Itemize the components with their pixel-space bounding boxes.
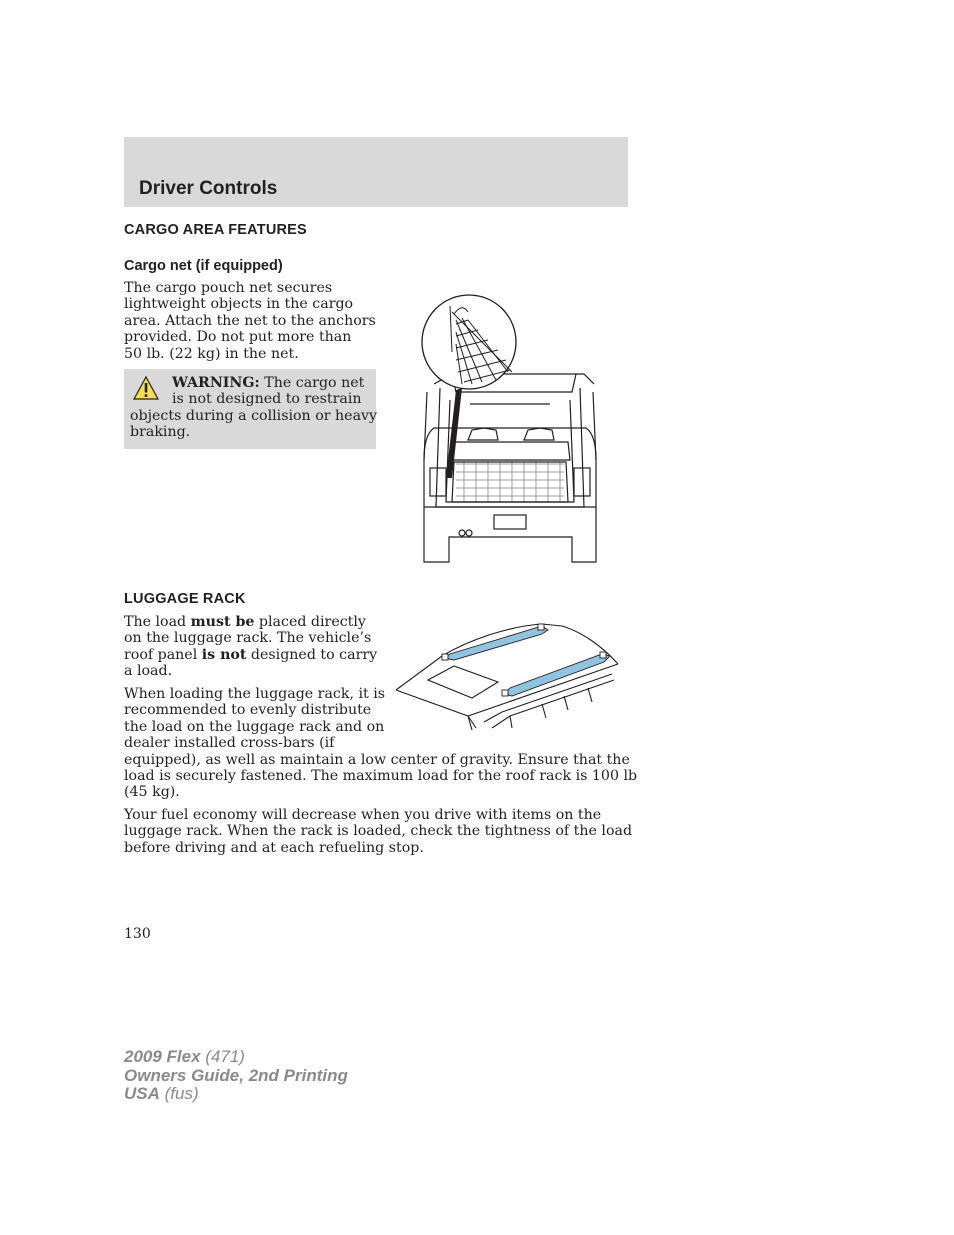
luggage-rack-paragraph-3: Your fuel economy will decrease when you drive with items on the luggage rack. When the rack is loaded, check the tightness of the load before driving and at each refueling stop.	[124, 807, 633, 856]
page-number: 130	[124, 926, 151, 942]
section-title: Driver Controls	[139, 178, 278, 199]
luggage-rack-heading: LUGGAGE RACK	[124, 591, 246, 607]
warning-label: WARNING:	[172, 375, 260, 391]
cargo-net-illustration	[412, 292, 608, 564]
luggage-rack-illustration	[392, 618, 622, 730]
luggage-rack-paragraph-1: The load must be placed directly on the luggage rack. The vehicle’s roof panel is not designed to carry a load.	[124, 614, 378, 680]
cargo-net-subheading: Cargo net (if equipped)	[124, 258, 283, 274]
document-footer: 2009 Flex (471) Owners Guide, 2nd Printing USA (fus)	[124, 1047, 348, 1103]
cargo-net-paragraph: The cargo pouch net secures lightweight objects in the cargo area. Attach the net to the anchors provided. Do not put more than 50 lb. (22 kg) in the net.	[124, 280, 376, 362]
luggage-rack-paragraph-2: When loading the luggage rack, it is recommended to evenly distribute the load on the luggage rack and on dealer installed cross-bars (if equipped), as well as maintain a low center of gravity. Ensure that the load is securely fastened. The maximum load for the roof rack is 100 lb (45 kg).	[124, 686, 638, 801]
warning-text: WARNING: The cargo net is not designed to restrain objects during a collision or heavy braking.	[130, 375, 378, 441]
cargo-area-heading: CARGO AREA FEATURES	[124, 222, 307, 238]
